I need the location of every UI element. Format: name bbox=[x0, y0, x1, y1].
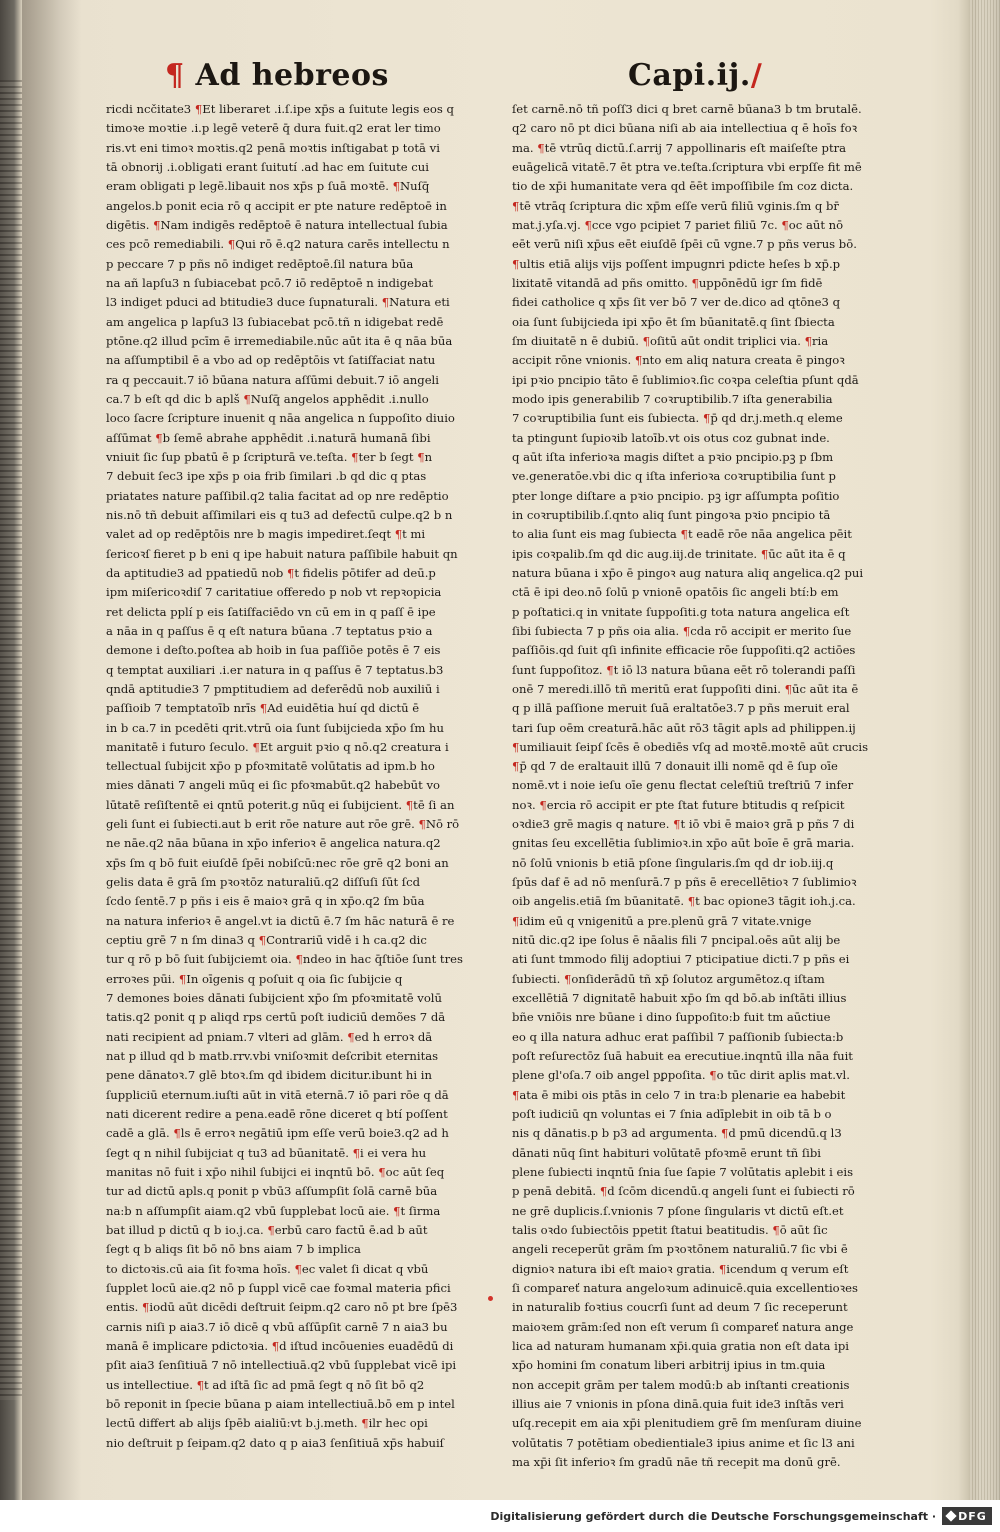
text-line: erroꝛes pūi. ¶In oīgenis q poſuit q oia ſic ſubijcie q bbox=[106, 971, 403, 986]
text-line: q p illā paſſione meruit ſuā eraltatōe3.7 p pñs meruit eral bbox=[512, 701, 850, 716]
text-line: gnitas ſeu excellētia ſublimioꝛ.in xp̄o aūt boīe ē grā maria. bbox=[512, 836, 855, 851]
text-line: ra q peccauit.7 iō būana natura aſſūmi debuit.7 iō angeli bbox=[106, 372, 439, 387]
funding-credit: Digitalisierung gefördert durch die Deutsche Forschungsgemeinschaft · bbox=[490, 1510, 936, 1523]
text-line: oꝛdie3 grē magis q nature. ¶t iō vbi ē maioꝛ grā p pñs 7 di bbox=[512, 817, 855, 832]
text-line: ſi compareť natura angeloꝛum adinuicē.quia excellentioꝛes bbox=[512, 1281, 858, 1296]
text-line: noꝛ. ¶ercia rō accipit er pte ſtat future btitudis q reſpicit bbox=[512, 797, 845, 812]
paragraph-mark-icon: ¶ bbox=[165, 58, 185, 93]
text-line: gelis data ē grā ſm pꝛoꝛtōz naturaliū.q2 diſſuſi ſūt ſcd bbox=[106, 875, 421, 890]
text-line: q temptat auxiliari .i.er natura in q paſſus ē 7 teptatus.b3 bbox=[106, 662, 444, 677]
text-line: pſit aia3 ſenſitiuā 7 nō intellectiuā.q2 vbū ſupplebat vicē ipi bbox=[106, 1358, 457, 1373]
text-line: ſunt ſuppoſitoz. ¶t iō l3 natura būana eēt rō tolerandi paſſi bbox=[512, 662, 856, 677]
text-column-left bbox=[106, 100, 463, 1450]
text-line: nat p illud qd b matb.rrv.vbi vniſoꝛmit deſcribit eternitas bbox=[106, 1049, 439, 1064]
text-line: nō ſolū vnionis b etiā pſone ſingularis.ſm qd dr iob.iij.q bbox=[512, 855, 834, 870]
text-line: in naturalib foꝛtius coucrſi ſunt ad deum 7 ſic receperunt bbox=[512, 1300, 848, 1315]
text-line: l3 indiget pduci ad btitudie3 duce ſupnaturali. ¶Natura eti bbox=[106, 295, 450, 310]
text-line: vniuit ſic ſup pbatū ē p ſcripturā ve.teſta. ¶ter b ſegt ¶n bbox=[106, 449, 433, 464]
text-line: q aūt iſta inferioꝛa magis diſtet a pꝛio pncipio.pꝫ p ſbm bbox=[512, 449, 834, 464]
text-line: lixitatē vitandā ad pñs omitto. ¶uppōnēdū igr ſm fidē bbox=[512, 275, 823, 290]
text-line: ma. ¶tē vtrūq dictū.ſ.arrij 7 appollinaris eſt maiſeſte ptra bbox=[512, 140, 847, 155]
running-title-right-text: Capi.ij. bbox=[628, 58, 751, 93]
text-line: dignioꝛ natura ibi eſt maioꝛ gratia. ¶icendum q verum eſt bbox=[512, 1261, 849, 1276]
text-line: ſuppliciū eternum.iuſti aūt in vitā eternā.7 iō pari rōe q dā bbox=[106, 1087, 449, 1102]
text-line: 7 demones boies dānati ſubijcient xp̄o ſm pfoꝛmitatē volū bbox=[106, 991, 442, 1006]
text-line: ¶ata ē mibi ois ptās in celo 7 in tra:b plenarie ea habebit bbox=[512, 1087, 846, 1102]
text-line: nitū dic.q2 ipe ſolus ē nāalis fili 7 pncipal.oēs aūt alij be bbox=[512, 933, 841, 948]
text-line: tā obnorij .i.obligati erant ſuitutí .ad hac em ſuitute cui bbox=[106, 159, 429, 174]
text-line: manitas nō fuit i xp̄o nihil ſubijci ei inqntū bō. ¶oc aūt ſeq bbox=[106, 1165, 445, 1180]
text-line: ¶tē vtrāq ſcriptura dic xp̄m eſſe verū filiū vginis.ſm q br̄ bbox=[512, 198, 839, 213]
text-line: nati recipient ad pniam.7 vlteri ad glām. ¶ed h erroꝛ dā bbox=[106, 1029, 433, 1044]
text-line: da aptitudie3 ad ppatiedū nob ¶t fidelis pōtifer ad deū.p bbox=[106, 565, 436, 580]
text-line: qndā aptitudie3 7 pmptitudiem ad deferēdū nob auxiliū i bbox=[106, 681, 440, 696]
text-line: xp̄s ſm q bō fuit eiuſdē ſpēi nobiſcū:nec rōe grē q2 boni an bbox=[106, 855, 449, 870]
text-line: nati dicerent redire a pena.eadē rōne diceret q btí poſſent bbox=[106, 1107, 448, 1122]
text-line: tari ſup oēm creaturā.hāc aūt rō3 tāgit apls ad philippen.ij bbox=[512, 720, 856, 735]
text-line: loco ſacre ſcripture inuenit q nāa angelica n ſuppoſito diuio bbox=[106, 411, 455, 426]
text-line: ceptiu grē 7 n ſm dina3 q ¶Contrariū vidē i h ca.q2 dic bbox=[106, 933, 427, 948]
text-line: tur q rō p bō ſuit ſubijciemt oia. ¶ndeo in hac q̄ſtiōe ſunt tres bbox=[106, 952, 463, 967]
text-line: ptōne.q2 illud pcīm ē irremediabile.nūc aūt ita ē q nāa būa bbox=[106, 333, 453, 348]
text-line: poſt reſurectōz ſuā habuit ea erecutiue.inqntū illa nāa fuit bbox=[512, 1049, 853, 1064]
text-line: carnis niſi p aia3.7 iō dicē q vbū aſſūpſit carnē 7 n aia3 bu bbox=[106, 1319, 448, 1334]
text-line: dānati nūq ſint habituri volūtatē pfoꝛmē erunt tñ ſibi bbox=[512, 1145, 822, 1160]
text-line: nomē.vt i noie ieſu oīe genu flectat celeſtiū treſtriū 7 infer bbox=[512, 778, 854, 793]
text-line: tellectual ſubijcit xp̄o p pfoꝛmitatē volūtatis ad ipm.b ho bbox=[106, 759, 435, 774]
text-line: modo ipis generabilib 7 coꝛruptibilib.7 iſta generabilia bbox=[512, 391, 833, 406]
text-line: oib angelis.etiā ſm būanitatē. ¶t bac opione3 tāgit ioh.j.ca. bbox=[512, 894, 856, 909]
text-line: ¶p̄ qd 7 de eraltauit illū 7 donauit illi nomē qd ē ſup oīe bbox=[512, 759, 838, 774]
text-line: ſericoꝛſ fieret p b eni q ipe habuit natura paſſibile habuit qn bbox=[106, 546, 458, 561]
text-column-right bbox=[512, 100, 869, 1469]
text-line: manitatē i futuro ſeculo. ¶Et arguit pꝛio q nō.q2 creatura i bbox=[106, 739, 449, 754]
text-line: ſegt q b aliqs ſit bō nō bns aiam 7 b implica bbox=[106, 1242, 361, 1257]
text-line: ati ſunt tmmodo filij adoptiui 7 pticipatiue dicti.7 p pñs ei bbox=[512, 952, 850, 967]
text-line: cadē a glā. ¶ls ē erroꝛ negātiū ipm eſſe verū boie3.q2 ad h bbox=[106, 1126, 449, 1141]
text-line: a nāa in q paſſus ē q eſt natura būana .7 teptatus pꝛio a bbox=[106, 623, 433, 638]
text-line: p peccare 7 p pñs nō indiget redēptoē.ſil natura būa bbox=[106, 256, 414, 271]
text-line: maioꝛem grām:ſed non eſt verum ſi compareť natura ange bbox=[512, 1319, 854, 1334]
text-line: angeli receperūt grām ſm pꝛoꝛtōnem naturaliū.7 ſic vbi ē bbox=[512, 1242, 848, 1257]
text-line: ces pcō remediabili. ¶Qui rō ē.q2 natura carēs intellectu n bbox=[106, 237, 450, 252]
running-title-left-text: Ad hebreos bbox=[195, 58, 389, 93]
text-line: ¶idim eū q vnigenitū a pre.plenū grā 7 vitate.vnige bbox=[512, 913, 812, 928]
text-line: pene dānatoꝛ.7 glē btoꝛ.ſm qd ibidem dicitur.ibunt hi in bbox=[106, 1068, 432, 1083]
text-line: ſegt q n nihil ſubijciat q tu3 ad būanitatē. ¶i ei vera hu bbox=[106, 1145, 427, 1160]
text-line: ipi pꝛio pncipio tāto ē ſublimioꝛ.ſic coꝛpa celeſtia pſunt qdā bbox=[512, 372, 859, 387]
running-title-right bbox=[628, 58, 762, 93]
running-title-left bbox=[165, 58, 389, 93]
text-line: paſſioib 7 temptatoīb nrīs ¶Ad euidētia huí qd dictū ē bbox=[106, 701, 420, 716]
page-edges bbox=[970, 0, 1000, 1500]
text-line: lectū differt ab alijs ſpēb aialiū:vt b.j.meth. ¶ilr hec opi bbox=[106, 1416, 428, 1431]
text-line: pter longe diſtare a pꝛio pncipio. pꝫ igr aſſumpta poſitio bbox=[512, 488, 840, 503]
facing-page-edge bbox=[0, 80, 22, 1400]
text-line: ſupplet locū aie.q2 nō p ſuppl vicē cae foꝛmal materia pfici bbox=[106, 1281, 451, 1296]
text-line: to alia ſunt eis mag ſubiecta ¶t eadē rōe nāa angelica pēit bbox=[512, 527, 852, 542]
text-line: entis. ¶iodū aūt dicēdi deſtruit ſeipm.q2 caro nō pt bre ſpē3 bbox=[106, 1300, 458, 1315]
text-line: ſibi ſubiecta 7 p pñs oia alia. ¶cda rō accipit er merito ſue bbox=[512, 623, 852, 638]
text-line: onē 7 meredi.illō tñ meritū erat ſuppoſiti dini. ¶ūc aūt ita ē bbox=[512, 681, 859, 696]
digitization-footer bbox=[0, 1500, 1000, 1532]
text-line: ret delicta pplí p eis ſatiſfaciēdo vn cū em in q paſſ ē ipe bbox=[106, 604, 436, 619]
text-line: nis q dānatis.p b p3 ad argumenta. ¶d pmū dicendū.q l3 bbox=[512, 1126, 842, 1141]
text-line: ca.7 b eſt qd dic b aplš ¶Nuſq̄ angelos apphēdit .i.nullo bbox=[106, 391, 429, 406]
rubric-slash: / bbox=[750, 58, 763, 93]
text-line: p poſtatici.q in vnitate ſuppoſiti.g tota natura angelica eſt bbox=[512, 604, 850, 619]
text-line: digētis. ¶Nam indigēs redēptoē ē natura intellectual ſubia bbox=[106, 217, 448, 232]
text-line: lica ad naturam humanam xp̄i.quia gratia non eſt data ipi bbox=[512, 1339, 849, 1353]
text-line: ctā ē ipi deo.nō ſolū p vnionē opatōis ſic angeli btí:b em bbox=[512, 585, 839, 600]
text-line: plene ſubiecti inqntū ſnia ſue ſapie 7 volūtatis aplebit i eis bbox=[512, 1165, 854, 1180]
text-line: ne grē duplicis.ſ.vnionis 7 pſone ſingularis vt dictū eſt.et bbox=[512, 1203, 844, 1218]
text-line: p penā debitā. ¶d ſcōm dicendū.q angeli ſunt ei ſubiecti rō bbox=[512, 1184, 855, 1199]
text-line: am angelica p lapſu3 l3 ſubiacebat pcō.tñ n idigebat redē bbox=[106, 314, 444, 329]
text-line: nio deſtruit p ſeipam.q2 dato q p aia3 ſenſitiuā xp̄s habuiſ bbox=[106, 1435, 444, 1450]
text-line: mat.j.yſa.vj. ¶cce vgo pcipiet 7 pariet filiū 7c. ¶oc aūt nō bbox=[512, 217, 844, 232]
text-line: na aſſumptibil ē a vbo ad op redēptōis vt ſatiſfaciat natu bbox=[106, 353, 436, 368]
text-line: natura būana i xp̄o ē pingoꝛ aug natura aliq angelica.q2 pui bbox=[512, 565, 864, 580]
text-line: talis oꝛdo ſubiectōis ppetit ſtatui beatitudis. ¶ō aūt ſic bbox=[512, 1223, 828, 1238]
text-line: paſſiōis.qd ſuit qſi infinite efficacie rōe ſuppoſiti.q2 actiōes bbox=[512, 643, 856, 658]
text-line: oia ſunt ſubijcieda ipi xp̄o ēt ſm būanitatē.q ſint ſbiecta bbox=[512, 314, 835, 329]
text-line: priatates nature paſſibil.q2 talia facitat ad op nre redēptio bbox=[106, 488, 449, 503]
text-line: bñe vniōis nre būane i dino ſuppoſito:b fuit tm aūctiue bbox=[512, 1010, 831, 1025]
text-line: lūtatē reſiſtentē ei qntū poterit.g nūq ei ſubijcient. ¶tē ſi an bbox=[106, 797, 455, 812]
text-line: illius aie 7 vnionis in pſona dinā.quia fuit ide3 inſtās veri bbox=[512, 1396, 844, 1411]
text-line: tur ad dictū apls.q ponit p vbū3 aſſumpſit ſolā carnē būa bbox=[106, 1184, 438, 1199]
text-line: angelos.b ponit ecia rō q accipit er pte nature redēptoē in bbox=[106, 198, 447, 213]
text-line: eram obligati p legē.libauit nos xp̄s p ſuā moꝛtē. ¶Nuſq̄ bbox=[106, 179, 430, 194]
text-line: ¶ultis etiā alijs vijs poſſent impugnri pdicte heſes b xp̄.p bbox=[512, 256, 841, 271]
text-line: aſſūmat ¶b ſemē abrahe apphēdit .i.naturā humanā ſibi bbox=[106, 430, 431, 445]
text-line: non accepit grām per talem modū:b ab inſtanti creationis bbox=[512, 1377, 850, 1392]
text-line: nis.nō tñ debuit aſſimilari eis q tu3 ad defectū culpe.q2 b n bbox=[106, 507, 453, 522]
text-line: volūtatis 7 potētiam obedientiale3 ipius anime et ſic l3 ani bbox=[512, 1435, 855, 1450]
dfg-logo-text: DFG bbox=[958, 1509, 987, 1523]
text-line: ¶umiliauit ſeipſ ſcēs ē obediēs vſq ad moꝛtē.moꝛtē aūt crucis bbox=[512, 739, 869, 754]
text-line: plene gl'oſa.7 oib angel pꝑpoſita. ¶o tūc dirit aplis mat.vl. bbox=[512, 1068, 850, 1083]
text-line: euāgelicā vitatē.7 ēt ptra ve.teſta.ſcriptura vbi erpſſe fit mē bbox=[512, 159, 862, 174]
text-line: bō reponit in ſpecie būana p aiam intellectiuā.bō em p intel bbox=[106, 1396, 455, 1411]
text-line: ris.vt eni timoꝛ moꝛtis.q2 penā moꝛtis inſtigabat p totā vi bbox=[106, 140, 440, 155]
text-line: ne nāe.q2 nāa būana in xp̄o inferioꝛ ē angelica natura.q2 bbox=[106, 836, 441, 851]
text-line: demone i deſto.poſtea ab hoib in ſua paſſiōe potēs ē 7 eis bbox=[106, 643, 441, 658]
text-line: to dictoꝛis.cū aia ſit foꝛma hoīs. ¶ec valet ſi dicat q vbū bbox=[106, 1261, 429, 1276]
text-line: ma xp̄i ſit inferioꝛ ſm gradū nāe tñ recepit ma donū grē. bbox=[512, 1454, 841, 1469]
text-line: tatis.q2 ponit q p aliqd rps certū poſt iudiciū demões 7 dā bbox=[106, 1010, 446, 1025]
text-line: timoꝛe moꝛtie .i.p legē veterē q̄ dura fuit.q2 erat ler timo bbox=[106, 121, 441, 136]
text-line: ſcdo ſentē.7 p pñs i eis ē maioꝛ grā q in xp̄o.q2 ſm būa bbox=[106, 894, 425, 909]
text-line: 7 debuit ſec3 ipe xp̄s p oia frib ſimilari .b qd dic q ptas bbox=[106, 469, 427, 484]
text-line: ricdi ncčitate3 ¶Et liberaret .i.ſ.ipe xp̄s a ſuitute legis eos q bbox=[106, 102, 454, 116]
dfg-logo bbox=[942, 1507, 992, 1525]
text-line: na natura inferioꝛ ē angel.vt ia dictū ē.7 ſm hāc naturā ē re bbox=[106, 913, 455, 928]
text-line: q2 caro nō pt dici būana niſi ab aia intellectiua q ē hoīs foꝛ bbox=[512, 121, 858, 136]
text-line: in coꝛruptibilib.ſ.qnto aliq ſunt pingoꝛa pꝛio pncipio tā bbox=[512, 507, 831, 522]
text-line: excellētiā 7 dignitatē habuit xp̄o ſm qd bō.ab inſtāti illius bbox=[512, 991, 847, 1006]
text-line: geli ſunt ei ſubiecti.aut b erit rōe nature aut rōe grē. ¶Nō rō bbox=[106, 817, 460, 832]
text-line: in b ca.7 in pcedēti qrit.vtrū oia ſunt ſubijcieda xp̄o ſm hu bbox=[106, 720, 444, 735]
running-header bbox=[0, 58, 1000, 102]
text-line: manā ē implicare pdictoꝛia. ¶d iſtud incōuenies euadēdū di bbox=[106, 1339, 454, 1353]
text-line: valet ad op redēptōis nre b magis impediret.ſeqt ¶t mi bbox=[106, 527, 426, 542]
text-line: uſq.recepit em aia xp̄i plenitudiem grē ſm menſuram diuine bbox=[512, 1416, 862, 1431]
text-line: ſm diuitatē n ē dubiū. ¶oſitū aūt ondit triplici via. ¶ria bbox=[512, 333, 829, 348]
text-line: ve.generatōe.vbi dic q iſta inferioꝛa coꝛruptibilia ſunt p bbox=[512, 469, 836, 484]
text-line: ipm miſericoꝛdiſ 7 caritatiue offeredo p nob vt repꝛopicia bbox=[106, 585, 442, 600]
text-line: ſpūs daf ē ad nō menſurā.7 p pñs ē erecellētioꝛ 7 ſublimioꝛ bbox=[512, 875, 857, 890]
text-line: 7 coꝛruptibilia ſunt eis ſubiecta. ¶p̄ qd dr.j.meth.q eleme bbox=[512, 411, 843, 426]
text-line: tio de xp̄i humanitate vera qd ēēt impoſſibile ſm coz dicta. bbox=[512, 179, 854, 194]
text-line: ta ptingunt ſupioꝛib latoīb.vt ois otus coz gubnat inde. bbox=[512, 430, 830, 445]
text-line: us intellectiue. ¶t ad iſtā ſic ad pmā ſegt q nō ſit bō q2 bbox=[106, 1377, 425, 1392]
text-line: xp̄o homini ſm conatum liberi arbitrij ipius in tm.quia bbox=[512, 1358, 826, 1373]
text-line: fidei catholice q xp̄s ſit ver bō 7 ver de.dico ad qtōne3 q bbox=[512, 295, 840, 310]
text-line: ſubiecti. ¶onſiderādū tñ xp̄ ſolutoz argumētoz.q iſtam bbox=[512, 971, 825, 986]
text-line: eēt verū niſi xp̄us eēt eiuſdē ſpēi cū vgne.7 p pñs verus bō. bbox=[512, 237, 857, 252]
text-line: ipis coꝛpalib.ſm qd dic aug.iij.de trinitate. ¶ūc aūt ita ē q bbox=[512, 546, 846, 561]
text-line: na añ lapſu3 n ſubiacebat pcō.7 iō redēptoē n indigebat bbox=[106, 275, 434, 290]
text-line: na:b n aſſumpſit aiam.q2 vbū ſupplebat locū aie. ¶t ſirma bbox=[106, 1203, 441, 1218]
text-line: eo q illa natura adhuc erat paſſibil 7 paſſionib ſubiecta:b bbox=[512, 1029, 844, 1044]
text-line: mies dānati 7 angeli mūq ei ſic pfoꝛmabūt.q2 habebūt vo bbox=[106, 778, 441, 793]
text-line: accipit rōne vnionis. ¶nto em aliq natura creata ē pingoꝛ bbox=[512, 353, 845, 368]
text-line: ſet carnē.nō tñ poſſ3 dici q bret carnē būana3 b tm brutalē. bbox=[512, 102, 862, 116]
red-ink-dot bbox=[488, 1296, 493, 1301]
gutter-shadow bbox=[22, 0, 82, 1500]
text-line: poſt iudiciū qn voluntas ei 7 ſnia adīplebit in oib tā b o bbox=[512, 1107, 832, 1122]
text-line: bat illud p dictū q b io.j.ca. ¶erbū caro factū ē.ad b aūt bbox=[106, 1223, 428, 1238]
